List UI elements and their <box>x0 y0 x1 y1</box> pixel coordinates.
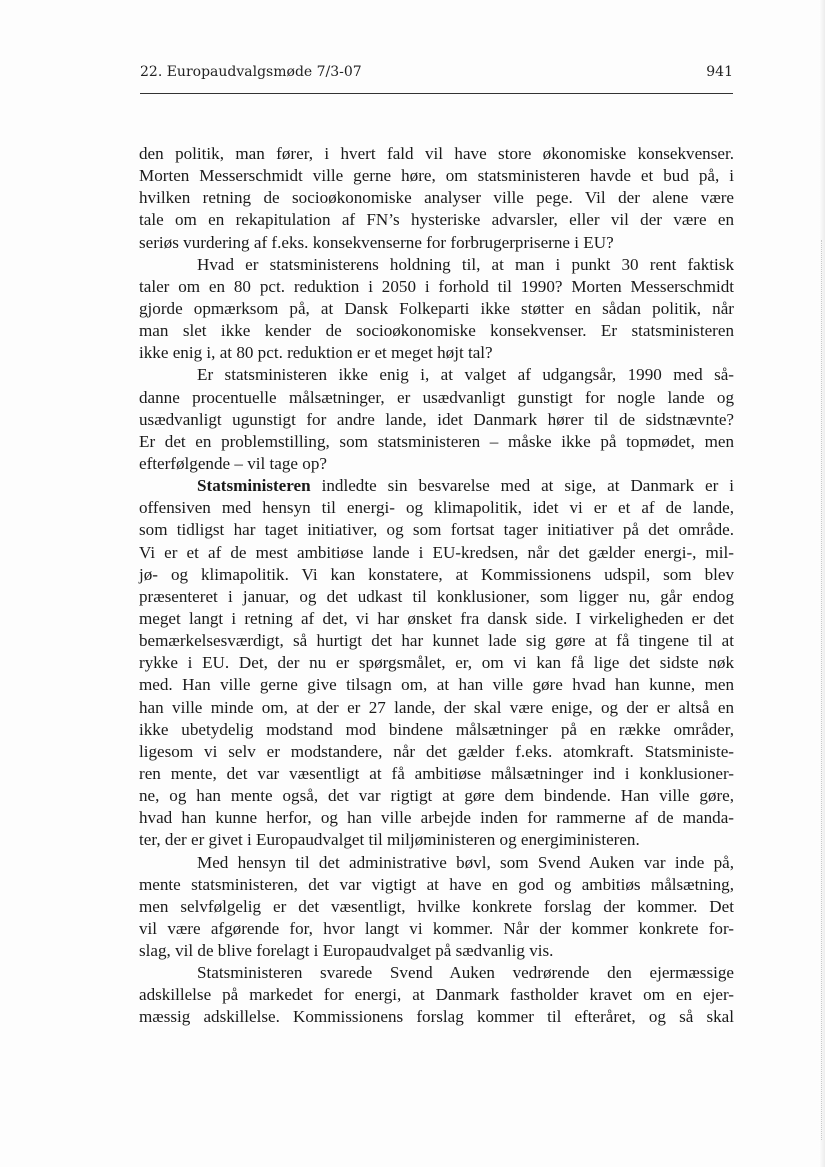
text-line: efterfølgende – vil tage op? <box>139 453 327 473</box>
text-line: hvad han kunne herfor, og han ville arbejde inden for rammerne af de manda- <box>139 808 734 828</box>
header-rule <box>140 93 733 94</box>
running-header <box>140 64 733 88</box>
text-line: taler om en 80 pct. reduktion i 2050 i forhold til 1990? Morten Messerschmidt <box>139 276 734 296</box>
text-line: mente statsministeren, det var vigtigt at have en god og ambitiøs målsætning, <box>139 874 734 894</box>
scan-edge-artifact <box>821 240 823 1140</box>
text-line: præsenteret i januar, og det udkast til konklusioner, som ligger nu, går endog <box>139 586 734 606</box>
text-line: meget langt i retning af det, vi har ønsket fra dansk side. I virkeligheden er det <box>139 608 734 628</box>
text-line: offensiven med hensyn til energi- og klimapolitik, idet vi er et af de lande, <box>139 498 734 518</box>
text-line: jø- og klimapolitik. Vi kan konstatere, at Kommissionens udspil, som blev <box>139 564 734 584</box>
text-line: slag, vil de blive forelagt i Europaudvalget på sædvanlig vis. <box>139 941 554 961</box>
text-line: den politik, man fører, i hvert fald vil have store økonomiske konsekvenser. <box>139 144 734 163</box>
text-line: ne, og han mente også, det var rigtigt at gøre dem bindende. Han ville gøre, <box>139 786 734 806</box>
text-line: usædvanligt ugunstigt for andre lande, idet Danmark hører til de sidstnævnte? <box>139 409 734 429</box>
text-line: rykke i EU. Det, der nu er spørgsmålet, er, om vi kan få lige det sidste nøk <box>139 653 734 673</box>
text-line: seriøs vurdering af f.eks. konsekvenserne for forbrugerpriserne i EU? <box>139 232 614 252</box>
text-line: Statsministeren svarede Svend Auken vedrørende den ejermæssige <box>197 963 734 983</box>
text-line <box>139 475 734 497</box>
text-line: som tidligst har taget initiativer, og som fortsat tager initiativer på det område. <box>139 520 734 540</box>
text-line: gjorde opmærksom på, at Dansk Folkeparti ikke støtter en sådan politik, når <box>139 298 734 318</box>
text-line: Er statsministeren ikke enig i, at valget af udgangsår, 1990 med så- <box>197 365 734 385</box>
page-number: 941 <box>706 64 733 80</box>
text-line: ren mente, det var væsentligt at få ambitiøse målsætninger ind i konklusioner- <box>139 763 734 783</box>
text-line: han ville minde om, at der er 27 lande, der skal være enige, og der er altså en <box>139 697 734 717</box>
text-line: ter, der er givet i Europaudvalget til miljøministeren og energiministeren. <box>139 830 640 850</box>
text-line: tale om en rekapitulation af FN’s hysteriske advarsler, eller vil der være en <box>139 210 734 230</box>
text-line: man slet ikke kender de socioøkonomiske konsekvenser. Er statsministeren <box>139 321 734 341</box>
text-line: men selvfølgelig er det væsentligt, hvilke konkrete forslag der kommer. Det <box>139 896 734 916</box>
text-line: ligesom vi selv er modstandere, når det gælder f.eks. atomkraft. Statsministe- <box>139 741 734 761</box>
header-title: 22. Europaudvalgsmøde 7/3-07 <box>140 64 362 80</box>
text-line: adskillelse på markedet for energi, at Danmark fastholder kravet om en ejer- <box>139 985 734 1005</box>
text-line: Er det en problemstilling, som statsministeren – måske ikke på topmødet, men <box>139 431 734 451</box>
text-line-rest: indledte sin besvarelse med at sige, at Danmark er i <box>310 476 734 496</box>
text-line: Hvad er statsministerens holdning til, at man i punkt 30 rent faktisk <box>197 254 734 274</box>
text-line: mæssig adskillelse. Kommissionens forslag kommer til efteråret, og så skal <box>139 1007 734 1027</box>
text-line: Med hensyn til det administrative bøvl, som Svend Auken var inde på, <box>197 852 734 872</box>
text-line: med. Han ville gerne give tilsagn om, at han ville gøre hvad han kunne, men <box>139 675 734 695</box>
text-line: hvilken retning de socioøkonomiske analyser ville pege. Vil der alene være <box>139 188 734 208</box>
text-line: danne procentuelle målsætninger, er usædvanligt gunstigt for nogle lande og <box>139 387 734 407</box>
body-text <box>139 143 734 1029</box>
text-line: vil være afgørende for, hvor langt vi kommer. Når der kommer konkrete for- <box>139 918 734 938</box>
text-line: Vi er et af de mest ambitiøse lande i EU-kredsen, når det gælder energi-, mil- <box>139 542 734 562</box>
text-line: bemærkelsesværdigt, så hurtigt det har kunnet lade sig gøre at få tingene til at <box>139 631 734 651</box>
speaker-name: Statsministeren <box>197 476 311 496</box>
text-line: ikke ubetydelig modstand mod bindene målsætninger på en række områder, <box>139 719 734 739</box>
text-line: ikke enig i, at 80 pct. reduktion er et meget højt tal? <box>139 343 493 363</box>
text-line: Morten Messerschmidt ville gerne høre, om statsministeren havde et bud på, i <box>139 166 734 186</box>
